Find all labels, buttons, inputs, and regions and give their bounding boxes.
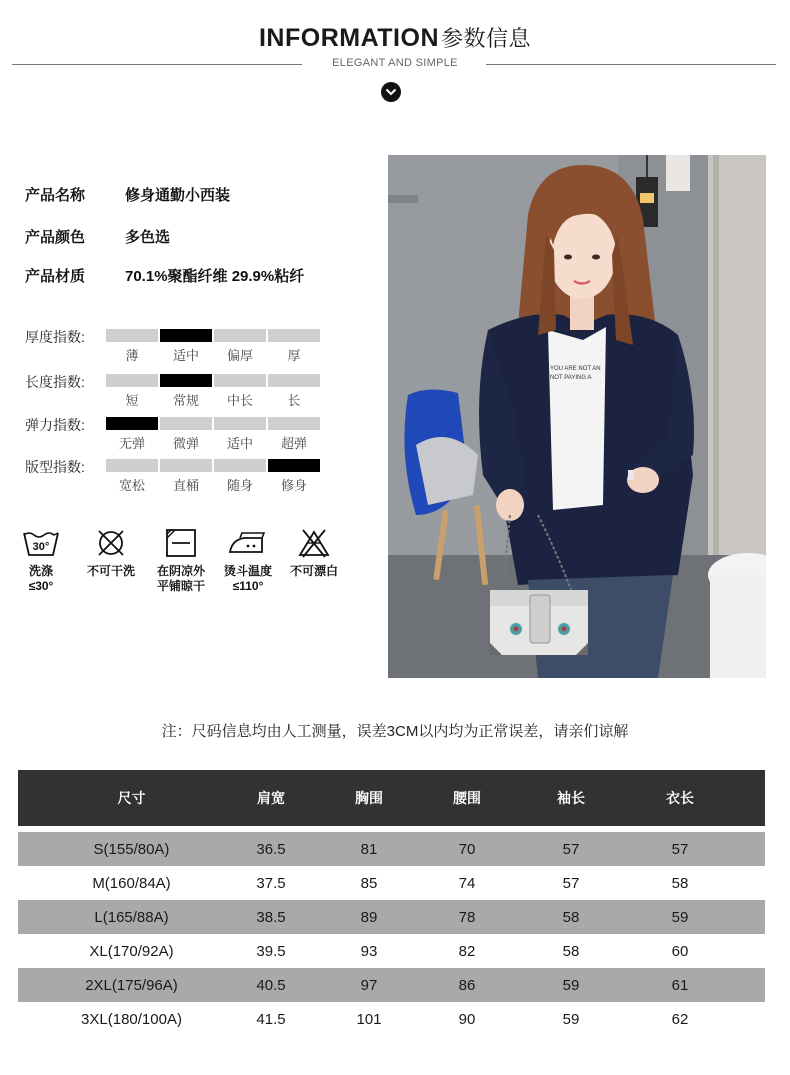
table-cell: 38.5	[256, 908, 286, 926]
index-segment	[268, 374, 320, 387]
title-cn: 参数信息	[441, 26, 532, 51]
product-color-value: 多色选	[125, 229, 171, 246]
index-segment	[214, 374, 266, 387]
index-option: 微弹	[172, 436, 199, 451]
chevron-down-icon	[381, 82, 401, 102]
table-cell: 57	[562, 874, 580, 892]
care-no-bleach	[274, 528, 354, 579]
thickness-index	[25, 327, 325, 367]
header-waist: 腰围	[453, 790, 481, 806]
table-cell: 58	[671, 874, 689, 892]
table-cell: 74	[458, 874, 476, 892]
index-segment	[160, 459, 212, 472]
table-cell: 93	[360, 942, 378, 960]
index-option: 修身	[280, 478, 307, 493]
index-label: 弹力指数:	[25, 417, 85, 433]
table-row	[18, 832, 765, 866]
header-chest: 胸围	[355, 790, 383, 806]
product-color-label: 产品颜色	[25, 229, 86, 246]
iron-icon	[226, 528, 270, 558]
product-name-label: 产品名称	[25, 187, 86, 204]
table-cell: 59	[671, 908, 689, 926]
table-cell: 41.5	[256, 1010, 286, 1028]
care-no-dry-clean	[71, 528, 151, 579]
model-photo-illustration	[388, 155, 766, 678]
table-cell: 81	[360, 840, 378, 858]
table-cell: XL(170/92A)	[89, 942, 174, 960]
index-option: 超弹	[280, 436, 307, 451]
index-option: 无弹	[118, 436, 145, 451]
table-cell: 60	[671, 942, 689, 960]
index-option: 厚	[287, 348, 301, 363]
index-option: 直桶	[172, 478, 199, 493]
no-dry-clean-icon	[91, 528, 131, 558]
table-cell: 101	[356, 1010, 382, 1028]
index-segment	[214, 459, 266, 472]
table-cell: 59	[562, 1010, 580, 1028]
index-option: 常规	[172, 393, 199, 408]
dry-flat-shade-icon	[161, 528, 201, 558]
index-option: 偏厚	[226, 348, 253, 363]
size-table	[18, 770, 765, 1036]
header-shoulder: 肩宽	[257, 790, 285, 806]
length-index	[25, 372, 325, 412]
index-segment	[160, 417, 212, 430]
title-en: INFORMATION	[258, 24, 439, 52]
product-photo	[388, 155, 766, 678]
table-cell: 57	[671, 840, 689, 858]
index-segment	[214, 329, 266, 342]
index-segment	[106, 329, 158, 342]
table-cell: 37.5	[256, 874, 286, 892]
table-cell: 78	[458, 908, 476, 926]
table-header	[18, 770, 765, 826]
care-label: 烫斗温度 ≤110°	[223, 564, 272, 593]
header-length: 衣长	[666, 790, 694, 806]
table-cell: 86	[458, 976, 476, 994]
table-cell: 39.5	[256, 942, 286, 960]
table-cell: 40.5	[256, 976, 286, 994]
header-size: 尺寸	[117, 790, 146, 806]
table-cell: 90	[458, 1010, 476, 1028]
index-segment	[106, 417, 158, 430]
wash-badge: 30°	[32, 541, 50, 553]
page-subtitle: ELEGANT AND SIMPLE	[332, 57, 458, 69]
index-segment	[214, 417, 266, 430]
table-cell: 3XL(180/100A)	[81, 1010, 182, 1028]
care-label: 不可漂白	[289, 564, 338, 578]
index-segment	[268, 417, 320, 430]
table-cell: 57	[562, 840, 580, 858]
index-option: 适中	[172, 348, 199, 363]
table-row	[18, 900, 765, 934]
product-material-value: 70.1%聚酯纤维 29.9%粘纤	[125, 268, 305, 285]
size-note: 注：尺码信息均由人工测量，误差3CM以内均为正常误差，请亲们谅解	[161, 723, 629, 740]
product-material-label: 产品材质	[25, 268, 86, 285]
index-segment	[106, 459, 158, 472]
shirt-text: NOT PAYING A	[550, 375, 592, 381]
index-option: 宽松	[118, 478, 145, 493]
table-cell: S(155/80A)	[93, 840, 170, 858]
header-sleeve: 袖长	[557, 790, 585, 806]
index-segment	[106, 374, 158, 387]
index-label: 长度指数:	[25, 374, 85, 390]
product-name-value: 修身通勤小西装	[125, 187, 231, 204]
index-option: 长	[287, 393, 301, 408]
index-option: 薄	[125, 348, 139, 363]
table-cell: 61	[671, 976, 689, 994]
index-option: 中长	[226, 393, 253, 408]
table-cell: 70	[458, 840, 476, 858]
table-row	[18, 934, 765, 968]
index-option: 适中	[226, 436, 253, 451]
table-cell: 36.5	[256, 840, 286, 858]
table-cell: 97	[360, 976, 378, 994]
care-wash	[1, 528, 81, 594]
index-segment	[268, 329, 320, 342]
care-label: 洗涤 ≤30°	[28, 564, 54, 593]
table-cell: 2XL(175/96A)	[85, 976, 178, 994]
table-cell: M(160/84A)	[92, 874, 171, 892]
index-option: 随身	[226, 478, 253, 493]
table-cell: 89	[360, 908, 378, 926]
table-row	[18, 1002, 765, 1036]
table-row	[18, 866, 765, 900]
table-cell: L(165/88A)	[94, 908, 169, 926]
care-label: 在阴凉外 平铺晾干	[156, 564, 205, 593]
page-title	[0, 22, 790, 53]
index-segment	[160, 374, 212, 387]
index-label: 厚度指数:	[25, 329, 85, 345]
index-segment	[160, 329, 212, 342]
table-cell: 58	[562, 908, 580, 926]
index-segment	[268, 459, 320, 472]
table-cell: 85	[360, 874, 378, 892]
no-bleach-icon	[294, 528, 334, 558]
index-option: 短	[125, 393, 139, 408]
index-label: 版型指数:	[25, 459, 85, 475]
table-row	[18, 968, 765, 1002]
table-cell: 82	[458, 942, 476, 960]
fit-index	[25, 457, 325, 497]
elasticity-index	[25, 415, 325, 455]
table-cell: 59	[562, 976, 580, 994]
shirt-text: YOU ARE NOT AN	[550, 366, 601, 372]
care-label: 不可干洗	[86, 564, 135, 578]
table-cell: 58	[562, 942, 580, 960]
wash-30-icon	[21, 528, 61, 558]
table-cell: 62	[671, 1010, 689, 1028]
